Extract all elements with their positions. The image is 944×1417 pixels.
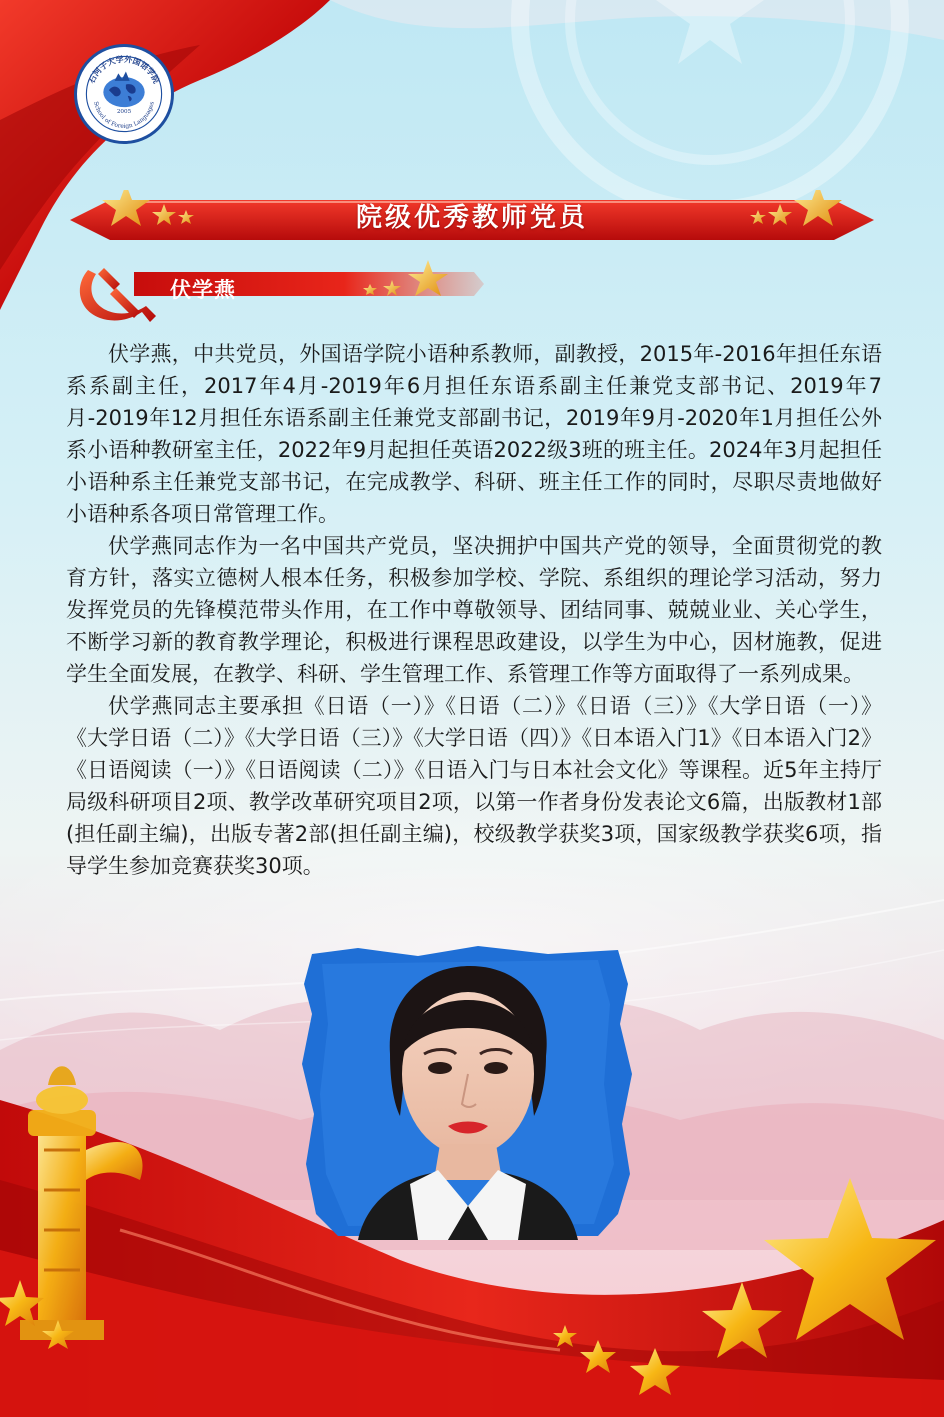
logo-top-text: 石河子大学外国语学院: [86, 53, 162, 85]
portrait-photo: [298, 944, 634, 1240]
logo-year: 2005: [116, 108, 132, 115]
biography-paragraph-1: 伏学燕，中共党员，外国语学院小语种系教师，副教授，2015年-2016年担任东语系系副主任，2017年4月-2019年6月担任东语系副主任兼党支部书记、2019年7月-2019年12月担任东语系副主任兼党支部副书记，2019年9月-2020年1月担任公外系小语种教研室主任，2022年9月起担任英语2022级3班的班主任。2024年3月起担任小语种系主任兼党支部书记，在完成教学、科研、班主任工作的同时，尽职尽责地做好小语种系各项日常管理工作。: [66, 342, 882, 526]
person-name: 伏学燕: [170, 278, 236, 302]
logo-bottom-text: School of Foreign Languages: [92, 101, 156, 130]
school-logo: [74, 44, 174, 144]
biography-text: [66, 338, 882, 882]
biography-paragraph-2: 伏学燕同志作为一名中国共产党员，坚决拥护中国共产党的领导，全面贯彻党的教育方针，落实立德树人根本任务，积极参加学校、学院、系组织的理论学习活动，努力发挥党员的先锋模范带头作用，在工作中尊敬领导、团结同事、兢兢业业、关心学生，不断学习新的教育教学理论，积极进行课程思政建设，以学生为中心，因材施教，促进学生全面发展，在教学、科研、学生管理工作、系管理工作等方面取得了一系列成果。: [66, 534, 882, 686]
hammer-sickle-icon: [74, 262, 156, 326]
banner-title: 院级优秀教师党员: [355, 203, 588, 233]
globe-emblem-icon: [77, 47, 171, 141]
title-banner: [70, 190, 874, 246]
biography-paragraph-3: 伏学燕同志主要承担《日语（一）》《日语（二）》《日语（三）》《大学日语（一）》《大学日语（二）》《大学日语（三）》《大学日语（四）》《日本语入门1》《日本语入门2》《日语阅读（一）》《日语阅读（二）》《日语入门与日本社会文化》等课程。近5年主持厅局级科研项目2项、教学改革研究项目2项，以第一作者身份发表论文6篇，出版教材1部(担任副主编)，出版专著2部(担任副主编)，校级教学获奖3项，国家级教学获奖6项，指导学生参加竞赛获奖30项。: [66, 694, 882, 878]
